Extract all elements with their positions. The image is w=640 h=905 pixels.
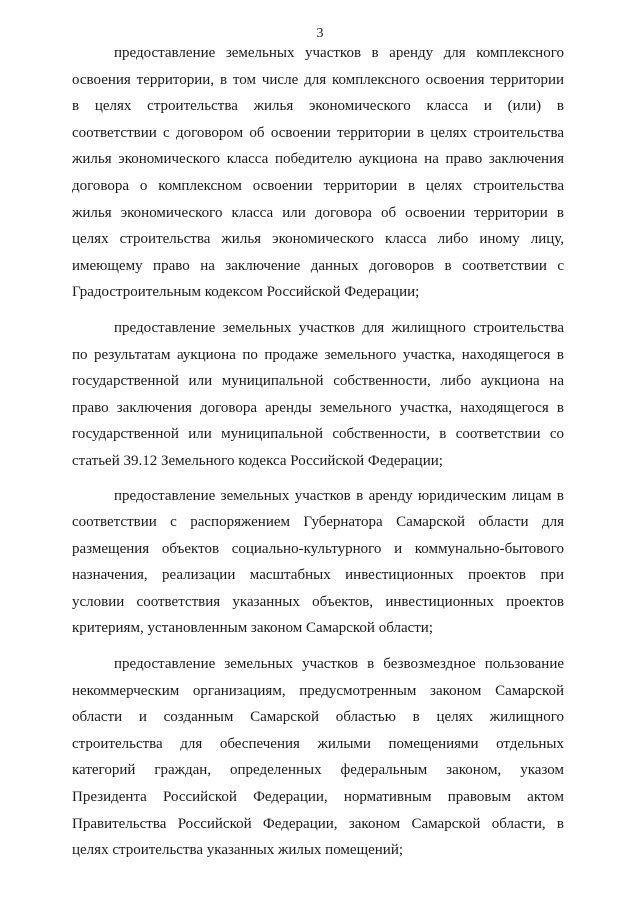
paragraph-1 bbox=[72, 40, 564, 306]
text-line: Градостроительным кодексом Российской Федерации; bbox=[72, 284, 420, 301]
text-line: право заключения договора аренды земельного участка, находящегося в bbox=[72, 399, 564, 416]
page-number: 3 bbox=[316, 26, 324, 41]
text-line: категорий граждан, определенных федеральным законом, указом bbox=[72, 762, 564, 779]
text-line: соответствии с распоряжением Губернатора Самарской области для bbox=[72, 514, 564, 531]
text-line: Правительства Российской Федерации, законом Самарской области, в bbox=[72, 815, 564, 832]
text-line: целях строительства указанных жилых помещений; bbox=[72, 842, 404, 859]
text-line: некоммерческим организациям, предусмотренным законом Самарской bbox=[72, 682, 564, 699]
text-line: государственной или муниципальной собственности, либо аукциона на bbox=[72, 373, 564, 390]
text-line: условии соответствия указанных объектов, инвестиционных проектов bbox=[72, 593, 564, 610]
text-line: критериям, установленным законом Самарской области; bbox=[72, 620, 434, 637]
text-line: предоставление земельных участков в безвозмездное пользование bbox=[114, 656, 564, 673]
text-line: строительства для обеспечения жилыми помещениями отдельных bbox=[72, 735, 564, 752]
text-line: целях строительства жилья экономического класса либо иному лицу, bbox=[72, 231, 564, 248]
text-line: предоставление земельных участков в аренду юридическим лицам в bbox=[114, 487, 564, 504]
text-line: жилья экономического класса победителю аукциона на право заключения bbox=[72, 151, 564, 168]
text-line: статьей 39.12 Земельного кодекса Российской Федерации; bbox=[72, 452, 443, 469]
text-line: имеющему право на заключение данных договоров в соответствии с bbox=[72, 257, 564, 274]
text-line: договора о комплексном освоении территории в целях строительства bbox=[72, 177, 564, 194]
text-line: в целях строительства жилья экономического класса и (или) в bbox=[72, 98, 564, 115]
text-line: государственной или муниципальной собственности, в соответствии со bbox=[72, 426, 564, 443]
paragraph-4 bbox=[72, 651, 564, 864]
text-line: соответствии с договором об освоении территории в целях строительства bbox=[72, 124, 564, 141]
document-body bbox=[72, 40, 564, 864]
text-line: предоставление земельных участков в аренду для комплексного bbox=[114, 45, 564, 61]
text-line: размещения объектов социально-культурного и коммунально-бытового bbox=[72, 540, 564, 557]
text-line: области и созданным Самарской областью в целях жилищного bbox=[72, 709, 564, 726]
text-line: предоставление земельных участков для жилищного строительства bbox=[114, 319, 564, 336]
text-line: Президента Российской Федерации, нормативным правовым актом bbox=[72, 789, 564, 806]
text-line: освоения территории, в том числе для комплексного освоения территории bbox=[72, 71, 564, 88]
text-line: по результатам аукциона по продаже земельного участка, находящегося в bbox=[72, 346, 564, 363]
text-line: назначения, реализации масштабных инвестиционных проектов при bbox=[72, 567, 564, 584]
paragraph-2 bbox=[72, 315, 564, 475]
paragraph-3 bbox=[72, 483, 564, 643]
text-line: жилья экономического класса или договора об освоении территории в bbox=[72, 204, 564, 221]
